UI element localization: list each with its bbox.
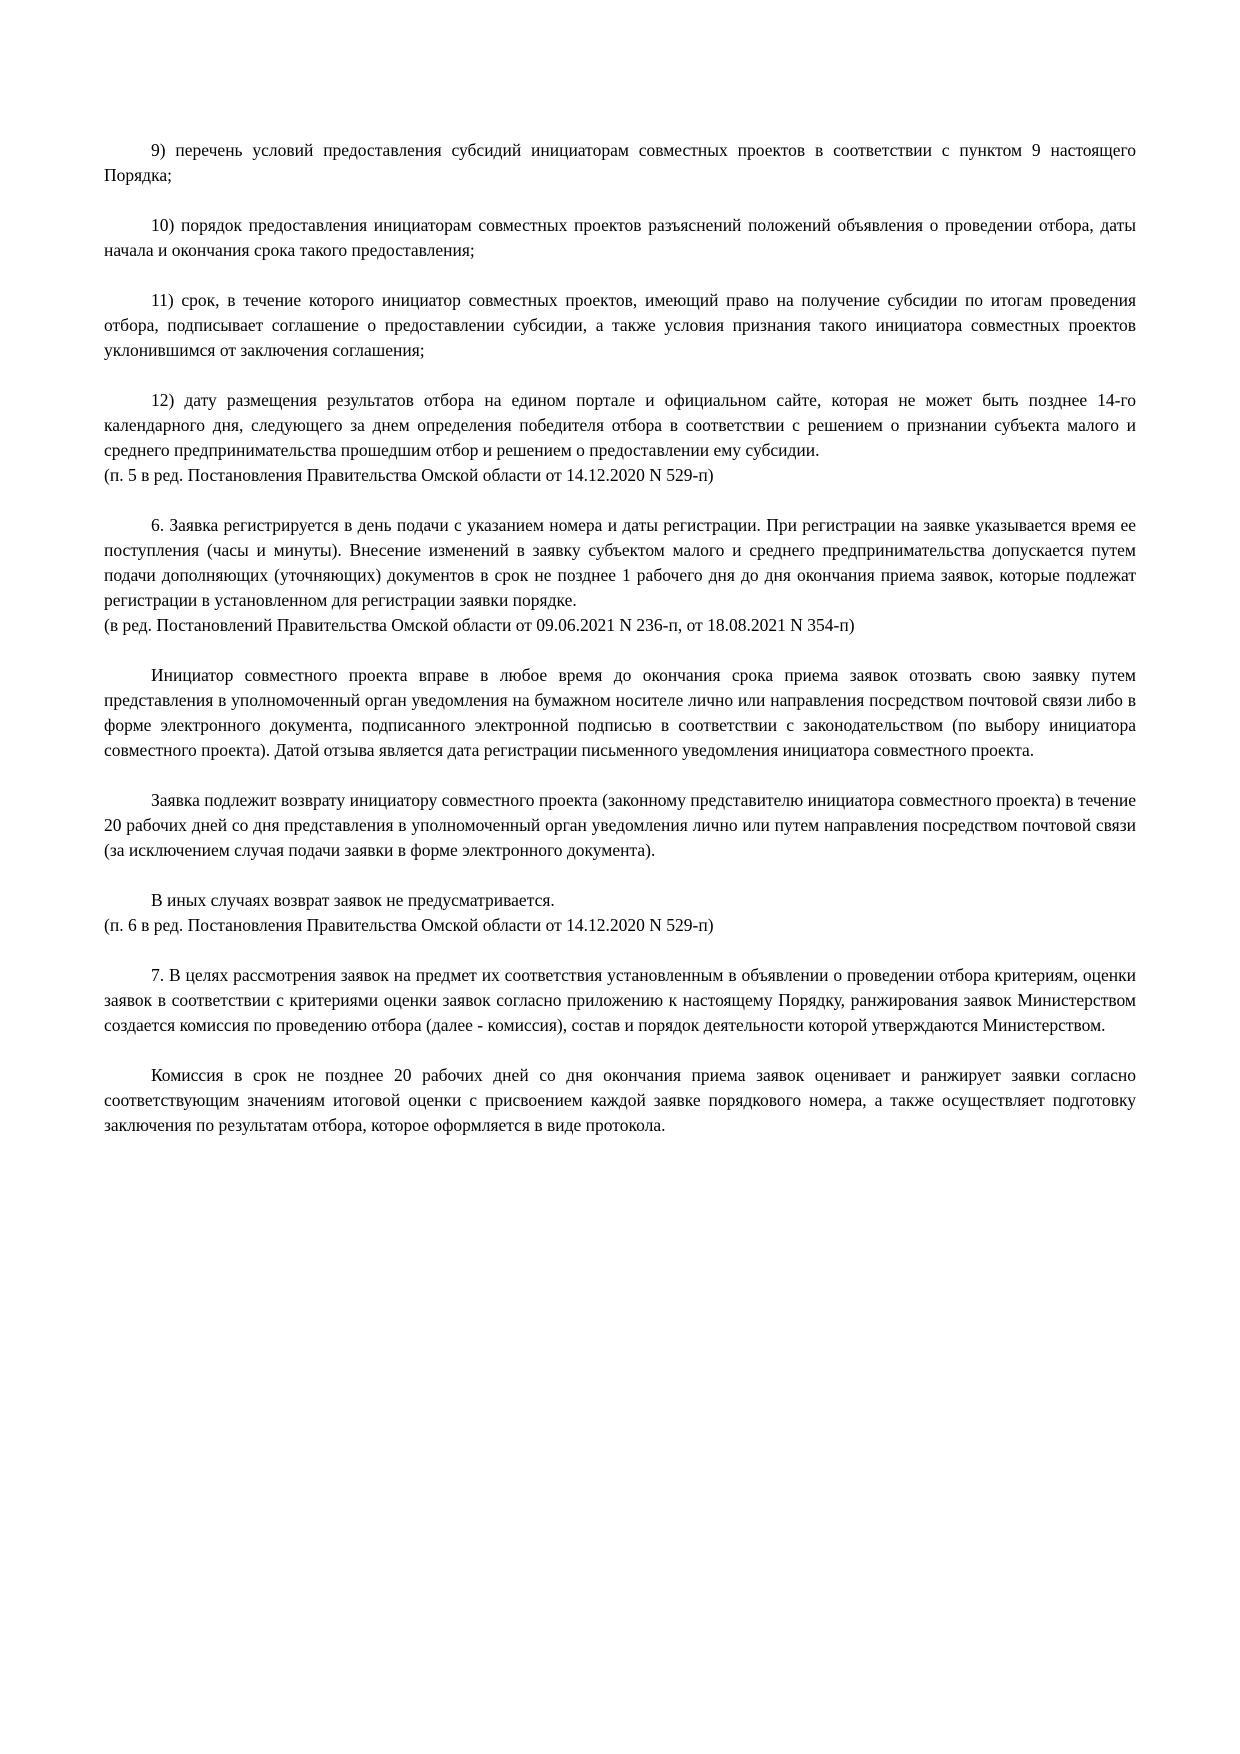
paragraph-application-return: Заявка подлежит возврату инициатору совместного проекта (законному представителю инициатора совместного проекта) в течение 20 рабочих дней со дня представления в уполномоченный орган уведомления лично или путем направления посредством почтовой связи (за исключением случая подачи заявки в форме электронного документа).	[104, 790, 1136, 860]
paragraph-item-9: 9) перечень условий предоставления субсидий инициаторам совместных проектов в соответствии с пунктом 9 настоящего Порядка;	[104, 140, 1136, 185]
paragraph-item-10: 10) порядок предоставления инициаторам совместных проектов разъяснений положений объявления о проведении отбора, даты начала и окончания срока такого предоставления;	[104, 215, 1136, 260]
paragraph-item-12: 12) дату размещения результатов отбора на едином портале и официальном сайте, которая не может быть позднее 14-го календарного дня, следующего за днем определения победителя отбора в соответствии с решением о признании субъекта малого и среднего предпринимательства прошедшим отбор и решением о предоставлении ему субсидии.	[104, 390, 1136, 460]
paragraph-other-cases: В иных случаях возврат заявок не предусматривается.	[151, 890, 555, 910]
paragraph-clause-7: 7. В целях рассмотрения заявок на предмет их соответствия установленным в объявлении о проведении отбора критериям, оценки заявок в соответствии с критериями оценки заявок согласно приложению к настоящему Порядку, ранжирования заявок Министерством создается комиссия по проведению отбора (далее - комиссия), состав и порядок деятельности которой утверждаются Министерством.	[104, 965, 1136, 1035]
paragraph-commission: Комиссия в срок не позднее 20 рабочих дней со дня окончания приема заявок оценивает и ранжирует заявки согласно соответствующим значениям итоговой оценки с присвоением каждой заявке порядкового номера, а также осуществляет подготовку заключения по результатам отбора, которое оформляется в виде протокола.	[104, 1065, 1136, 1135]
amendment-note-p5: (п. 5 в ред. Постановления Правительства Омской области от 14.12.2020 N 529-п)	[104, 465, 714, 485]
paragraph-item-11: 11) срок, в течение которого инициатор совместных проектов, имеющий право на получение субсидии по итогам проведения отбора, подписывает соглашение о предоставлении субсидии, а также условия признания такого инициатора совместных проектов уклонившимся от заключения соглашения;	[104, 290, 1136, 360]
paragraph-initiator-withdrawal: Инициатор совместного проекта вправе в любое время до окончания срока приема заявок отозвать свою заявку путем представления в уполномоченный орган уведомления на бумажном носителе лично или направления посредством почтовой связи либо в форме электронного документа, подписанного электронной подписью в соответствии с законодательством (по выбору инициатора совместного проекта). Датой отзыва является дата регистрации письменного уведомления инициатора совместного проекта.	[104, 665, 1136, 760]
paragraph-clause-6: 6. Заявка регистрируется в день подачи с указанием номера и даты регистрации. При регистрации на заявке указывается время ее поступления (часы и минуты). Внесение изменений в заявку субъектом малого и среднего предпринимательства допускается путем подачи дополняющих (уточняющих) документов в срок не позднее 1 рабочего дня до дня окончания приема заявок, которые подлежат регистрации в установленном для регистрации заявки порядке.	[104, 515, 1136, 610]
amendment-note-editions: (в ред. Постановлений Правительства Омской области от 09.06.2021 N 236-п, от 18.08.2021 N 354-п)	[104, 615, 855, 635]
amendment-note-p6: (п. 6 в ред. Постановления Правительства Омской области от 14.12.2020 N 529-п)	[104, 915, 714, 935]
